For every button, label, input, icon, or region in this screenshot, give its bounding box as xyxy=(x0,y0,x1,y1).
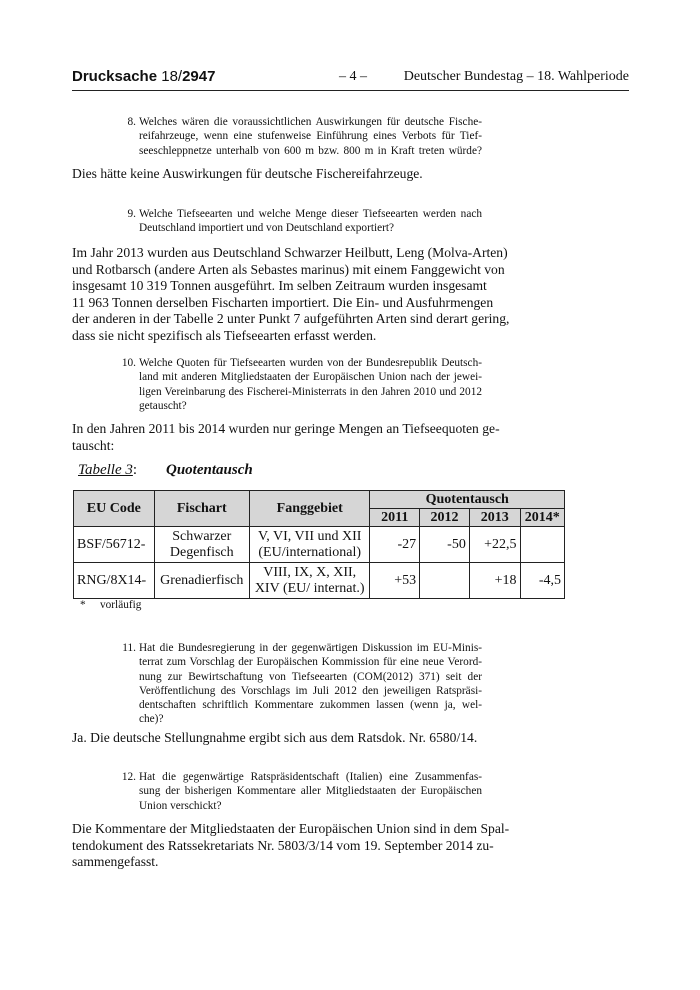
cell-fanggebiet xyxy=(249,563,370,599)
header-rule xyxy=(72,90,629,91)
cell-line: VIII, IX, X, XII, xyxy=(263,564,357,580)
header-year: 2011 xyxy=(370,509,420,527)
question-number: 9. xyxy=(127,208,136,220)
question-line: Welche Quoten für Tiefseearten wurden von der Bundesrepublik Deutsch- xyxy=(139,357,482,369)
question-line: reifahrzeuge, wenn eine stufenweise Einführung eines Verbots für Tief- xyxy=(139,130,482,143)
question-text xyxy=(139,356,482,413)
question-number: 8. xyxy=(127,116,136,128)
question-text xyxy=(139,115,482,158)
cell-eu-code: BSF/56712- xyxy=(74,527,155,563)
answer-line: sammengefasst. xyxy=(72,854,159,870)
answer-line: tauscht: xyxy=(72,437,115,453)
institution-label: Deutscher Bundestag – 18. Wahlperiode xyxy=(403,69,629,84)
answer-line: Ja. Die deutsche Stellungnahme ergibt sich aus dem Ratsdok. Nr. 6580/14. xyxy=(72,730,478,745)
cell-line: (EU/international) xyxy=(258,544,362,560)
question-text xyxy=(139,770,482,813)
cell-fanggebiet xyxy=(249,527,370,563)
header-year: 2012 xyxy=(420,509,470,527)
answer-line: Die Kommentare der Mitgliedstaaten der Europäischen Union sind in dem Spal- xyxy=(72,821,510,836)
cell-value: -4,5 xyxy=(520,563,564,599)
question-number: 11. xyxy=(122,642,136,654)
answer-line: insgesamt 10 319 Tonnen ausgeführt. Im selben Zeitraum wurden insgesamt xyxy=(72,278,487,294)
cell-line: Grenadierfisch xyxy=(160,572,244,588)
answer-line: tendokument des Ratssekretariats Nr. 5803/3/14 vom 19. September 2014 zu- xyxy=(72,837,494,853)
cell-value: -50 xyxy=(420,527,470,563)
cell-line: V, VI, VII und XII xyxy=(257,528,362,544)
answer-line: Dies hätte keine Auswirkungen für deutsche Fischereifahrzeuge. xyxy=(72,166,423,181)
answer-10 xyxy=(72,421,500,454)
answer-11 xyxy=(72,730,483,747)
answer-9 xyxy=(72,245,510,345)
header-year: 2013 xyxy=(469,509,520,527)
answer-12 xyxy=(72,821,510,871)
cell-value: +22,5 xyxy=(469,527,520,563)
answer-line: und Rotbarsch (andere Arten als Sebastes marinus) mit einem Fanggewicht von xyxy=(72,261,505,277)
question-text xyxy=(139,207,482,236)
page-number: – 4 – xyxy=(339,69,367,84)
question-line: Hat die gegenwärtige Ratspräsidentschaft (Italien) eine Zusammenfas- xyxy=(139,771,482,783)
question-line: sung der bisherigen Kommentare aller Mitgliedstaaten der Europäischen xyxy=(139,785,482,798)
cell-value xyxy=(520,527,564,563)
answer-line: 11 963 Tonnen derselben Fischarten importiert. Die Ein- und Ausfuhrmengen xyxy=(72,294,494,310)
table-caption xyxy=(78,462,253,479)
question-line: Welche Tiefseearten und welche Menge dieser Tiefseearten werden nach xyxy=(139,208,482,220)
doc-number-prefix: 18/ xyxy=(161,68,183,85)
question-text xyxy=(139,641,482,727)
cell-value: +53 xyxy=(370,563,420,599)
header-year: 2014* xyxy=(520,509,564,527)
table-caption-colon: : xyxy=(132,462,138,478)
answer-line: Im Jahr 2013 wurden aus Deutschland Schwarzer Heilbutt, Leng (Molva-Arten) xyxy=(72,245,508,260)
cell-fischart xyxy=(154,563,249,599)
cell-value: -27 xyxy=(370,527,420,563)
question-number: 12. xyxy=(121,771,136,783)
table-caption-label: Tabelle 3 xyxy=(78,462,133,478)
table-row xyxy=(74,527,565,563)
cell-line: Degenfisch xyxy=(169,544,234,560)
cell-fischart xyxy=(154,527,249,563)
cell-line: Schwarzer xyxy=(172,528,232,544)
answer-line: dass sie nicht spezifisch als Tiefseearten erfasst werden. xyxy=(72,327,377,343)
doc-label: Drucksache xyxy=(72,68,158,85)
question-line: Hat die Bundesregierung in der gegenwärtigen Diskussion im EU-Minis- xyxy=(139,642,482,654)
answer-8 xyxy=(72,166,483,183)
quota-exchange-table xyxy=(73,490,565,599)
question-line: land mit anderen Mitgliedstaaten der Europäischen Union nach der jewei- xyxy=(139,371,482,384)
answer-line: der anderen in der Tabelle 2 unter Punkt 7 aufgeführten Arten sind derart gering, xyxy=(72,311,510,327)
cell-line: XIV (EU/ internat.) xyxy=(254,580,365,596)
page-header xyxy=(72,68,629,90)
question-line: Union verschickt? xyxy=(139,799,222,812)
cell-value: +18 xyxy=(469,563,520,599)
header-fischart: Fischart xyxy=(154,491,249,527)
question-line: ligen Vereinbarung des Fischerei-Ministerrats in den Jahren 2010 und 2012 xyxy=(139,385,482,398)
question-line: terrat zum Vorschlag der Europäischen Kommission für eine neue Verord- xyxy=(139,656,482,669)
question-line: nung zur Bewirtschaftung von Tiefseearten (COM(2012) 371) seit der xyxy=(139,670,482,683)
question-line: dentschaften schriftlich Kommentare zukommen lassen (wenn ja, wel- xyxy=(139,699,482,712)
question-line: Deutschland importiert und von Deutschland exportiert? xyxy=(139,222,395,235)
answer-line: In den Jahren 2011 bis 2014 wurden nur geringe Mengen an Tiefseequoten ge- xyxy=(72,421,500,436)
question-line: Welches wären die voraussichtlichen Auswirkungen für deutsche Fische- xyxy=(139,116,482,128)
document-number xyxy=(72,68,215,85)
table-header-row xyxy=(74,491,565,509)
cell-value xyxy=(420,563,470,599)
cell-eu-code: RNG/8X14- xyxy=(74,563,155,599)
header-quotentausch: Quotentausch xyxy=(370,491,565,509)
question-line: Veröffentlichung des Vorschlags im Juli 2012 den jeweiligen Ratspräsi- xyxy=(139,684,482,697)
question-line: seeschleppnetze unterhalb von 600 m bzw. 800 m in Kraft treten würde? xyxy=(139,144,482,157)
header-fanggebiet: Fanggebiet xyxy=(249,491,370,527)
table-row xyxy=(74,563,565,599)
question-line: che)? xyxy=(139,713,164,726)
footnote-text: vorläufig xyxy=(100,599,142,611)
table-caption-title: Quotentausch xyxy=(166,462,253,478)
footnote-mark: * xyxy=(80,599,86,611)
doc-number: 2947 xyxy=(182,68,216,85)
question-line: getauscht? xyxy=(139,399,187,412)
header-eu-code: EU Code xyxy=(74,491,155,527)
question-number: 10. xyxy=(121,357,136,369)
